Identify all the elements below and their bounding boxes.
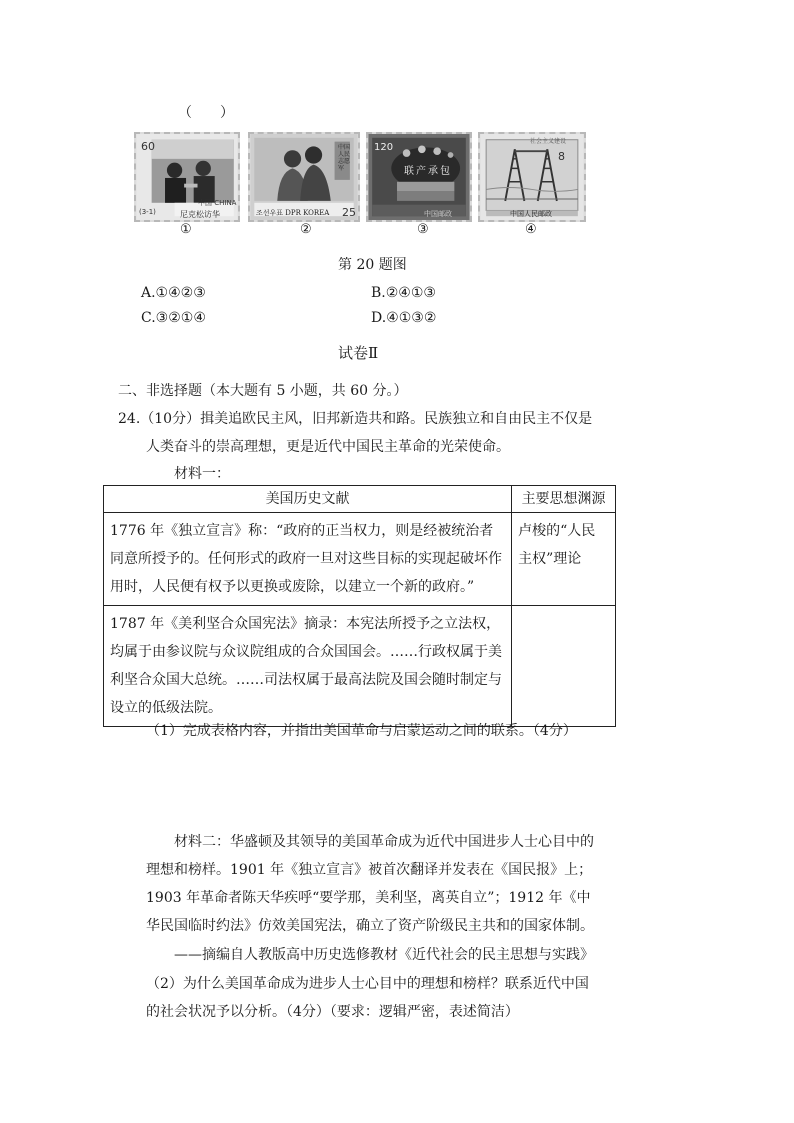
stamp-1-nixon-visit [134, 132, 240, 222]
table-cell-document: 1776 年《独立宣言》称：“政府的正当权力，则是经被统治者同意所授予的。任何形式的政府一旦对这些目标的实现起破坏作用时，人民便有权予以更换或废除，以建立一个新的政府。” [104, 513, 512, 606]
stamp-figure [134, 132, 586, 224]
stamp-2-caption: ② [300, 222, 312, 237]
section-2-header: 二、非选择题（本大题有 5 小题，共 60 分。） [118, 383, 408, 399]
q24-intro-line2: 人类奋斗的崇高理想，更是近代中国民主革命的光荣使命。 [146, 439, 510, 455]
option-a[interactable]: A.①④②③ [141, 285, 206, 301]
q24-intro-line1: 24.（10分）揖美追欧民主风，旧邦新造共和路。民族独立和自由民主不仅是 [118, 411, 593, 427]
stamp-1-inscription: 尼克松访华 [180, 210, 220, 219]
stamp-2-brand: 中国人民志愿军 [338, 144, 351, 172]
stamp-2-inscription: 조선우표 DPR KOREA [256, 209, 330, 217]
stamp-4-brand: 社会主义建设 [530, 138, 567, 145]
stamp-3-caption: ③ [417, 222, 429, 237]
stamp-4-denomination: 8 [558, 150, 565, 163]
q24-sub1: （1）完成表格内容，并指出美国革命与启蒙运动之间的联系。（4分） [146, 723, 577, 739]
stamp-1-brand: 中国 CHINA [198, 199, 237, 207]
table-cell-source-blank[interactable] [512, 606, 616, 727]
stamp-4-inscription: 中国人民邮政 [510, 210, 552, 218]
stamp-3-brand: 中国邮政 [424, 210, 452, 218]
material-2-text: 材料二：华盛顿及其领导的美国革命成为近代中国进步人士心目中的理想和榜样。1901 年《独立宣言》被首次翻译并发表在《国民报》上；1903 年革命者陈天华疾呼“要学那，美利坚，离英自立”；1912 年《中华民国临时约法》仿效美国宪法，确立了资产阶级民主共和的国家体制。 [146, 834, 594, 934]
table-row [104, 606, 616, 727]
table-cell-document: 1787 年《美利坚合众国宪法》摘录：本宪法所授予之立法权，均属于由参议院与众议院组成的合众国国会。……行政权属于美利坚合众国大总统。……司法权属于最高法院及国会随时制定与设立的低级法院。 [104, 606, 512, 727]
stamp-1-caption: ① [180, 222, 192, 237]
q24-sub2: （2）为什么美国革命成为进步人士心目中的理想和榜样？联系近代中国的社会状况予以分析。（4分）（要求：逻辑严密，表述简洁） [146, 976, 589, 1020]
option-b[interactable]: B.②④①③ [371, 285, 436, 301]
answer-space-1[interactable] [146, 748, 616, 824]
stamp-4-caption: ④ [525, 222, 537, 237]
option-c[interactable]: C.③②①④ [141, 310, 206, 326]
option-d[interactable]: D.④①③② [371, 310, 437, 326]
documents-table [103, 485, 616, 727]
figure-caption: 第 20 题图 [338, 257, 407, 273]
stamp-3-inscription: 联产承包 [404, 166, 452, 177]
material-2-source: ——摘编自人教版高中历史选修教材《近代社会的民主思想与实践》 [174, 947, 594, 963]
table-cell-source: 卢梭的“人民主权”理论 [512, 513, 616, 606]
table-row [104, 513, 616, 606]
stamp-2-volunteers [248, 132, 360, 222]
stamp-4-construction [478, 132, 586, 222]
stamp-1-denomination: 60 [141, 140, 155, 153]
stamp-3-denomination: 120 [374, 142, 394, 153]
paper-2-title: 试卷Ⅱ [338, 344, 379, 362]
stamp-4-image [480, 134, 584, 220]
stamp-1-code: (3-1) [139, 208, 156, 216]
table-header-document: 美国历史文献 [104, 486, 512, 513]
table-header-source: 主要思想渊源 [512, 486, 616, 513]
stamp-3-contract-responsibility [366, 132, 472, 222]
material-1-label: 材料一： [174, 466, 230, 482]
table-header-row [104, 486, 616, 513]
answer-blank: （ ） [178, 105, 234, 121]
stamp-2-denomination: 25 [342, 206, 356, 219]
